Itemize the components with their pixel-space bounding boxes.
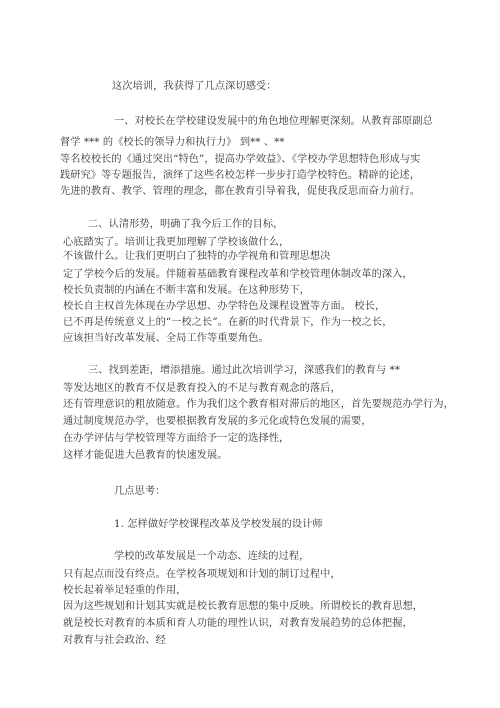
section2-line-1: 二、认清形势，明确了我今后工作的目标， (88, 219, 284, 230)
section2-line-8: 应该担当好改革发展、全局工作等重要角色。 (63, 333, 269, 344)
thoughts-heading: 几点思考： (114, 486, 166, 497)
intro-line: 这次培训，我获得了几点深切感受： (112, 81, 277, 92)
section4-line-3: 校长起着举足轻重的作用， (63, 585, 187, 596)
section2-line-5: 校长负责制的内涵在不断丰富和发展。在这种形势下， (63, 285, 310, 296)
section2-line-3: 不该做什么。让我们更明白了独特的办学视角和管理思想决 (63, 251, 331, 262)
section2-line-4: 定了学校今后的发展。伴随着基础教育课程改革和学校管理体制改革的深入， (63, 269, 413, 280)
subheading: 1. 怎样做好学校课程改革及学校发展的设计师 (114, 519, 323, 530)
section4-line-2: 只有起点而没有终点。在学校各项规划和计划的制订过程中， (63, 569, 341, 580)
section1-line-1: 一、对校长在学校建设发展中的角色地位理解更深刻。从教育部原副总 (114, 116, 433, 127)
section3-line-6: 这样才能促进大邑教育的快速发展。 (63, 450, 228, 461)
section1-line-2: 督学 *** 的《校长的领导力和执行力》 到** 、** (60, 137, 285, 148)
section4-line-5: 就是校长对教育的本质和育人功能的理性认识，对教育发展趋势的总体把握， (63, 618, 413, 629)
section2-line-2: 心底踏实了。培训让我更加理解了学校该做什么， (63, 237, 290, 248)
section3-line-2: 等发达地区的教育不仅是教育投入的不足与教育观念的落后， (63, 383, 341, 394)
section4-line-1: 学校的改革发展是一个动态、连续的过程， (114, 551, 310, 562)
section2-line-6: 校长自主权首先体现在办学思想、办学特色及课程设置等方面。 校长， (63, 301, 386, 312)
section3-line-4: 通过制度规范办学，也要根据教育发展的多元化或特色发展的需要， (63, 416, 372, 427)
section1-line-4: 践研究》等专题报告，演绎了这些名校怎样一步步打造学校特色。精辟的论述， (60, 170, 421, 181)
section1-line-5: 先进的教育、教学、管理的理念，都在教育引导着我，促使我反思而奋力前行。 (60, 186, 421, 197)
section3-line-5: 在办学评估与学校管理等方面给予一定的选择性， (63, 433, 290, 444)
section4-line-4: 因为这些规划和计划其实就是校长教育思想的集中反映。所谓校长的教育思想， (63, 601, 424, 612)
section3-line-3: 还有管理意识的粗放随意。作为我们这个教育相对滞后的地区，首先要规范办学行为， (63, 399, 454, 410)
section4-line-6: 对教育与社会政治、经 (63, 635, 166, 646)
section3-line-1: 三、找到差距，增添措施。通过此次培训学习，深感我们的教育与 ** (88, 365, 401, 376)
section1-line-3: 等名校校长的《通过突出“特色”，提高办学效益》、《学校办学思想特色形成与实 (60, 154, 421, 165)
section2-line-7: 已不再是传统意义上的“一校之长”。在新的时代背景下，作为一校之长， (63, 317, 393, 328)
